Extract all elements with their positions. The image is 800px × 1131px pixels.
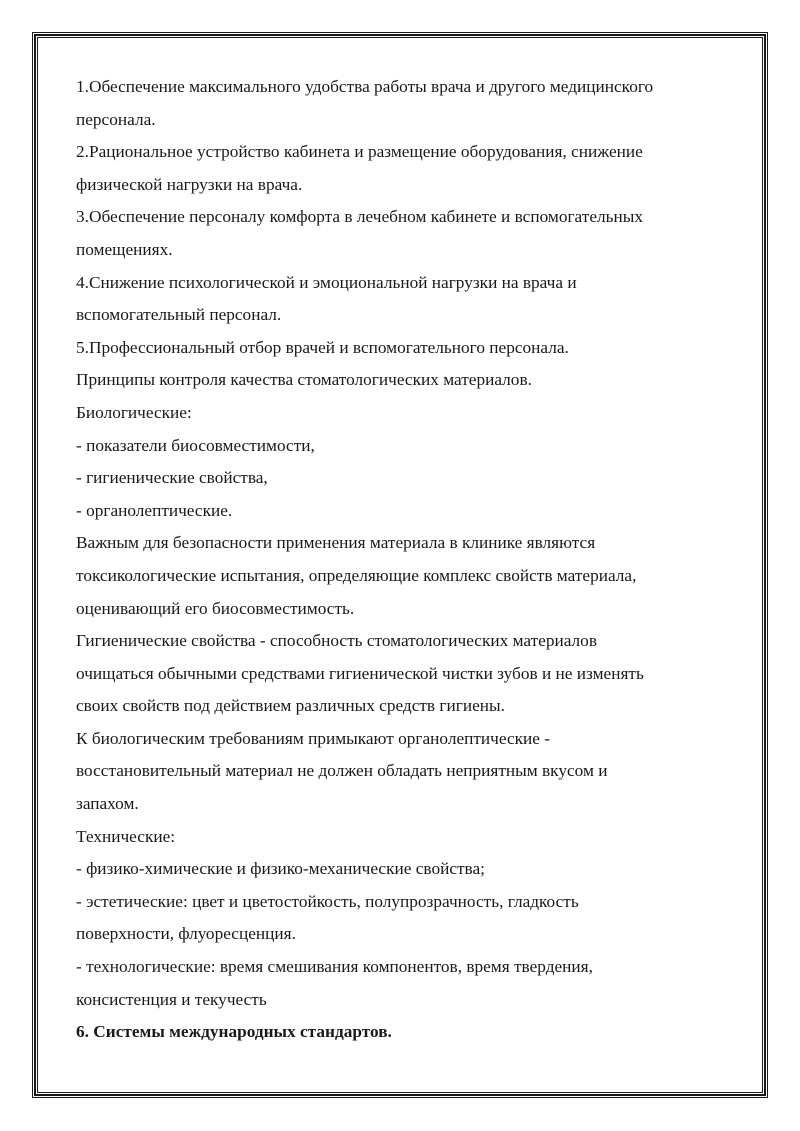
document-body bbox=[76, 71, 736, 1049]
text-line: вспомогательный персонал. bbox=[76, 305, 282, 325]
text-line: 1.Обеспечение максимального удобства работы врача и другого медицинского bbox=[76, 77, 654, 96]
text-line: помещениях. bbox=[76, 239, 173, 259]
text-line: К биологическим требованиям примыкают органолептические - bbox=[76, 728, 551, 748]
text-line: - показатели биосовместимости, bbox=[76, 435, 315, 455]
text-line: 2.Рациональное устройство кабинета и размещение оборудования, снижение bbox=[76, 142, 643, 162]
text-line: - технологические: время смешивания компонентов, время твердения, bbox=[76, 957, 593, 977]
text-line: поверхности, флуоресценция. bbox=[76, 924, 296, 944]
text-line: 4.Снижение психологической и эмоциональной нагрузки на врача и bbox=[76, 272, 577, 292]
text-line: очищаться обычными средствами гигиенической чистки зубов и не изменять bbox=[76, 663, 644, 683]
text-line: - физико-химические и физико-механические свойства; bbox=[76, 859, 485, 879]
text-line: Гигиенические свойства - способность стоматологических материалов bbox=[76, 631, 597, 651]
text-line: 5.Профессиональный отбор врачей и вспомогательного персонала. bbox=[76, 337, 569, 357]
text-line: восстановительный материал не должен обладать неприятным вкусом и bbox=[76, 761, 608, 781]
text-line: - гигиенические свойства, bbox=[76, 468, 268, 488]
text-line: физической нагрузки на врача. bbox=[76, 174, 303, 194]
text-line: Принципы контроля качества стоматологических материалов. bbox=[76, 370, 532, 390]
text-line: Биологические: bbox=[76, 402, 192, 422]
text-line: Важным для безопасности применения материала в клинике являются bbox=[76, 533, 596, 553]
text-line: консистенция и текучесть bbox=[76, 989, 267, 1009]
text-line: 3.Обеспечение персоналу комфорта в лечебном кабинете и вспомогательных bbox=[76, 207, 643, 227]
text-line: оценивающий его биосовместимость. bbox=[76, 598, 355, 618]
text-line: - органолептические. bbox=[76, 500, 233, 520]
text-line: токсикологические испытания, определяющие комплекс свойств материала, bbox=[76, 565, 637, 585]
text-line: своих свойств под действием различных средств гигиены. bbox=[76, 696, 505, 716]
text-line: запахом. bbox=[76, 794, 139, 814]
section-heading: 6. Системы международных стандартов. bbox=[76, 1022, 392, 1042]
text-line: Технические: bbox=[76, 826, 176, 846]
text-line: персонала. bbox=[76, 109, 156, 129]
text-line: - эстетические: цвет и цветостойкость, полупрозрачность, гладкость bbox=[76, 891, 579, 911]
